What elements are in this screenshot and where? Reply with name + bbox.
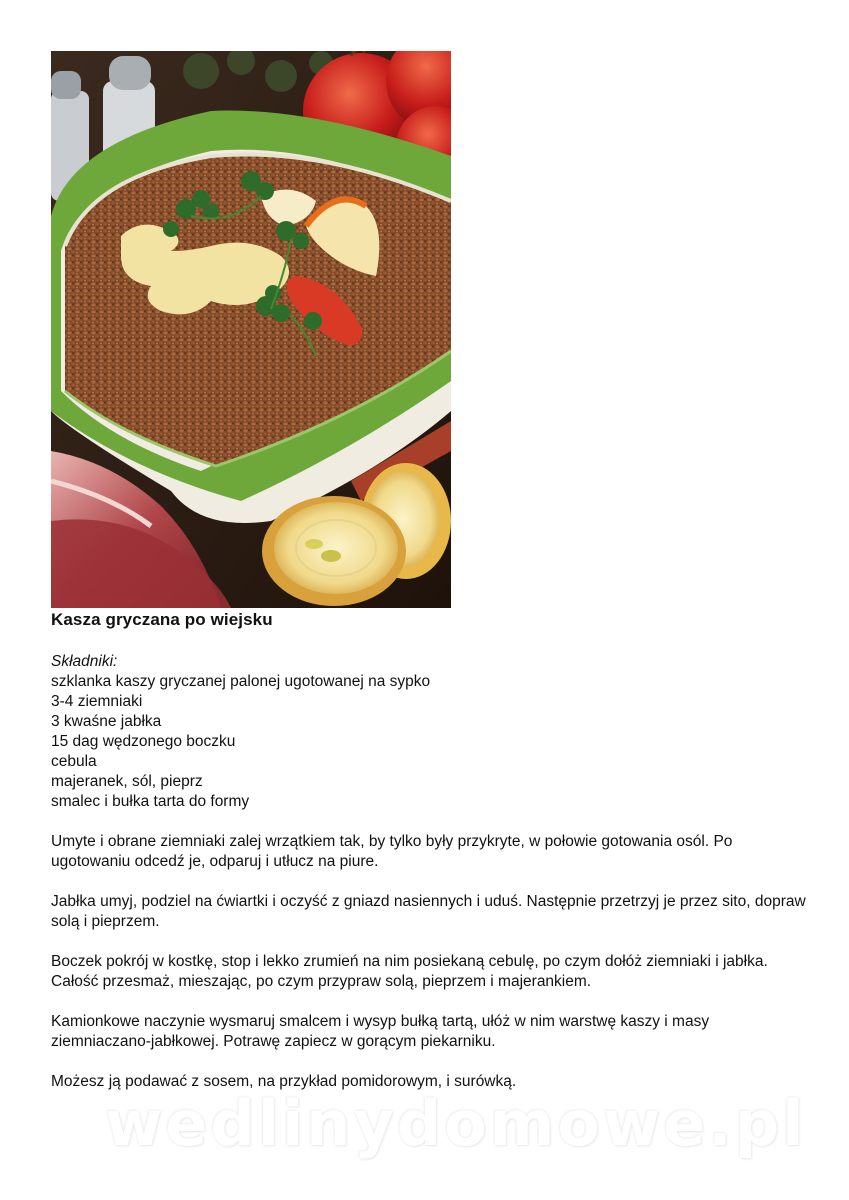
recipe-photo [51,51,451,608]
ingredients-heading: Składniki: [51,653,118,670]
step-paragraph: Boczek pokrój w kostkę, stop i lekko zrumień na nim posiekaną cebulę, po czym dołóż ziemniaki i jabłka. Całość przesmaż, mieszając, po czym przypraw solą, pieprzem i majerankiem. [51,953,768,990]
recipe-title: Kasza gryczana po wiejsku [51,610,273,629]
ingredient-item: cebula [51,753,97,770]
ingredient-item: 3-4 ziemniaki [51,693,143,710]
ingredients-list [51,672,811,812]
ingredient-item: smalec i bułka tarta do formy [51,793,250,810]
step-paragraph: Możesz ją podawać z sosem, na przykład pomidorowym, i surówką. [51,1073,517,1090]
ingredient-item: szklanka kaszy gryczanej palonej ugotowanej na sypko [51,673,431,690]
preparation-steps [51,832,811,1092]
ingredient-item: 3 kwaśne jabłka [51,713,162,730]
site-watermark: wedlinydomowe.pl [105,1087,807,1160]
ingredient-item: majeranek, sól, pieprz [51,773,203,790]
step-paragraph: Kamionkowe naczynie wysmaruj smalcem i wysyp bułką tartą, ułóż w nim warstwę kaszy i masy ziemniaczano-jabłkowej. Potrawę zapiecz w gorącym piekarniku. [51,1013,710,1050]
recipe-body [51,652,811,1092]
step-paragraph: Jabłka umyj, podziel na ćwiartki i oczyść z gniazd nasiennych i uduś. Następnie przetrzyj je przez sito, dopraw solą i pieprzem. [51,893,806,930]
ingredient-item: 15 dag wędzonego boczku [51,733,236,750]
step-paragraph: Umyte i obrane ziemniaki zalej wrzątkiem tak, by tylko były przykryte, w połowie gotowania osól. Po ugotowaniu odcedź je, odparuj i utłucz na piure. [51,833,733,870]
